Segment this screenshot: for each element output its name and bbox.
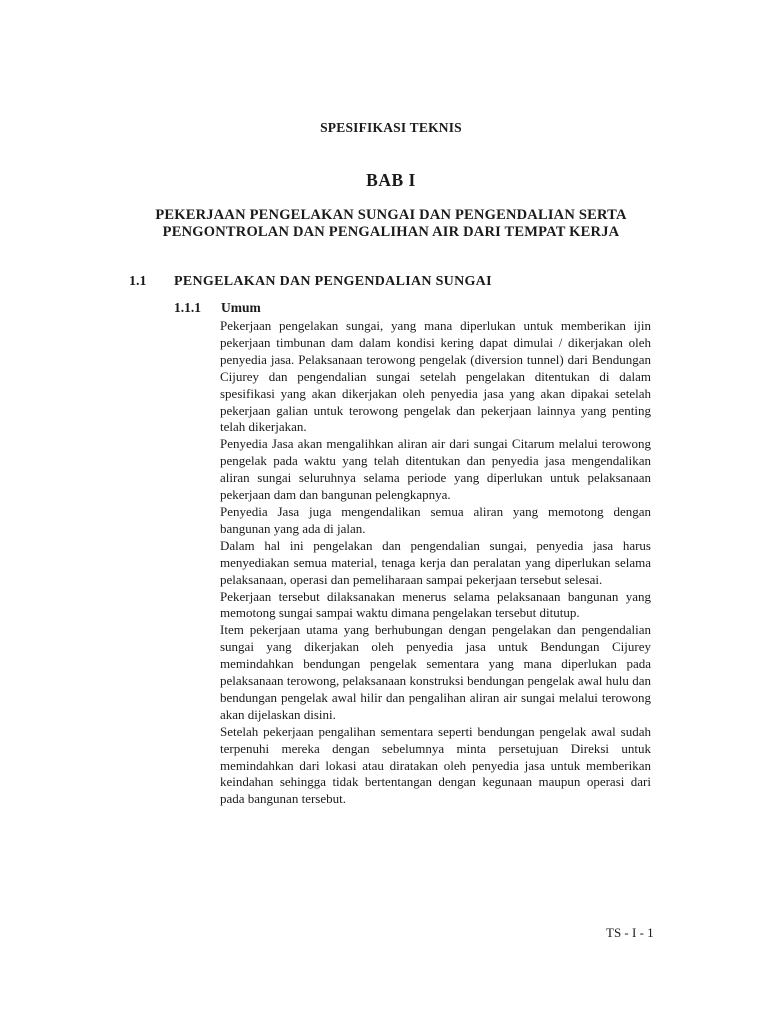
- chapter-subtitle-line: PENGONTROLAN DAN PENGALIHAN AIR DARI TEMPAT KERJA: [162, 224, 620, 240]
- subsection-title: Umum: [221, 300, 261, 315]
- paragraph: Penyedia Jasa akan mengalihkan aliran air dari sungai Citarum melalui terowong pengelak pada waktu yang telah ditentukan dan penyedia jasa mengendalikan aliran sungai seluruhnya selama periode yang diperlukan untuk pelaksanaan pekerjaan dam dan bangunan pelengkapnya.: [220, 436, 651, 503]
- paragraph: Penyedia Jasa juga mengendalikan semua aliran yang memotong dengan bangunan yang ada di jalan.: [220, 503, 651, 536]
- chapter-heading: BAB I: [366, 170, 416, 190]
- paragraph: Dalam hal ini pengelakan dan pengendalian sungai, penyedia jasa harus menyediakan semua material, tenaga kerja dan peralatan yang diperlukan selama pelaksanaan, operasi dan pemeliharaan sampai pekerjaan tersebut selesai.: [220, 537, 651, 587]
- body-text: [220, 318, 651, 808]
- paragraph: Setelah pekerjaan pengalihan sementara seperti bendungan pengelak awal sudah terpenuhi mereka dengan sebelumnya minta persetujuan Direksi untuk memindahkan dari lokasi atau diratakan oleh penyedia jasa untuk memberikan keindahan sehingga tidak bertentangan dengan kegunaan maupun operasi dari pada bangunan tersebut.: [220, 723, 651, 807]
- section-title: PENGELAKAN DAN PENGENDALIAN SUNGAI: [174, 274, 492, 289]
- paragraph: Pekerjaan pengelakan sungai, yang mana diperlukan untuk memberikan ijin pekerjaan timbunan dam dalam kondisi kering dapat dimulai / dikerjakan oleh penyedia jasa. Pelaksanaan terowong pengelak (diversion tunnel) dari Bendungan Cijurey dan pengendalian sungai setelah pengelakan ditentukan di dalam spesifikasi yang akan dikerjakan oleh penyedia jasa yang akan dipakai setelah pekerjaan galian untuk terowong pengelak dan pekerjaan lainnya yang penting telah dikerjakan.: [220, 318, 651, 435]
- subsection-number: 1.1.1: [174, 300, 201, 315]
- document-title: SPESIFIKASI TEKNIS: [320, 120, 462, 135]
- paragraph: Item pekerjaan utama yang berhubungan dengan pengelakan dan pengendalian sungai yang dikerjakan oleh penyedia jasa untuk Bendungan Cijurey memindahkan bendungan pengelak sementara yang mana diperlukan pada pelaksanaan terowong, pelaksanaan konstruksi bendungan pengelak awal hulu dan bendungan pengelak awal hilir dan pengalihan aliran air sungai melalui terowong akan dijelaskan disini.: [220, 622, 651, 722]
- section-number: 1.1: [129, 274, 147, 289]
- paragraph: Pekerjaan tersebut dilaksanakan menerus selama pelaksanaan bangunan yang memotong sungai sampai waktu dimana pengelakan tersebut ditutup.: [220, 588, 651, 621]
- chapter-subtitle-line: PEKERJAAN PENGELAKAN SUNGAI DAN PENGENDALIAN SERTA: [155, 207, 627, 223]
- page-number-footer: TS - I - 1: [606, 925, 654, 940]
- chapter-subtitle: [120, 207, 662, 241]
